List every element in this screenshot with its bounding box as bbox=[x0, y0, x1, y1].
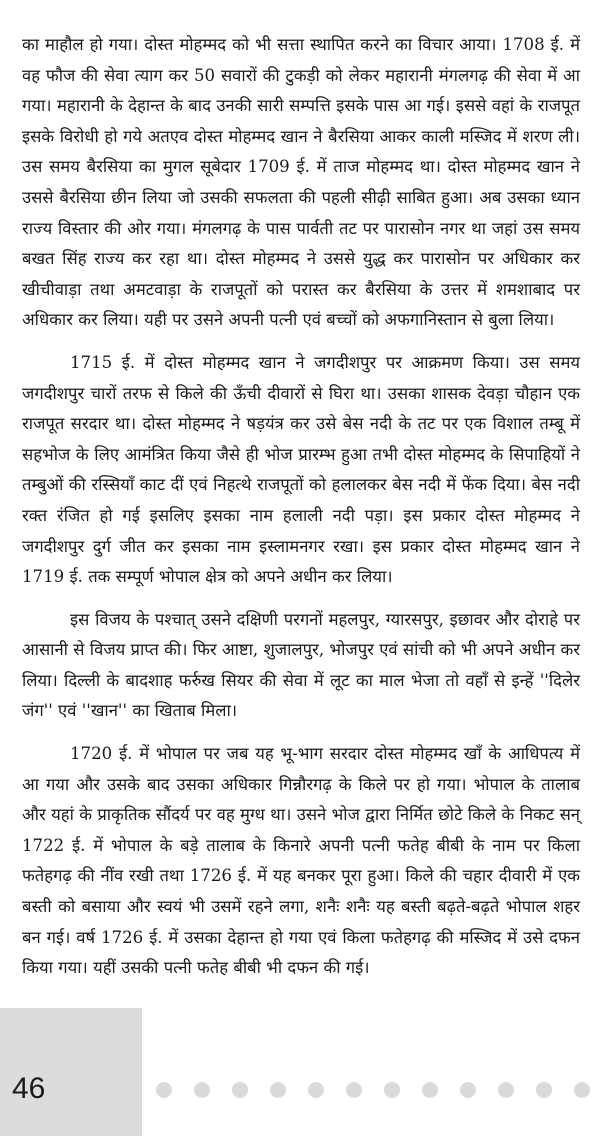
paragraph: इस विजय के पश्चात् उसने दक्षिणी परगनों महलपुर, ग्यारसपुर, इछावर और दोराहे पर आसानी से विजय प्राप्त की। फिर आष्टा, शुजालपुर, भोजपुर एवं सांची को भी अपने अधीन कर लिया। दिल्ली के बादशाह फर्रुख सियर की सेवा में लूट का माल भेजा तो वहाँ से इन्हें ''दिलेर जंग'' एवं ''खान'' का खिताब मिला। bbox=[22, 609, 580, 721]
paragraph: 1720 ई. में भोपाल पर जब यह भू-भाग सरदार दोस्त मोहम्मद खाँ के आधिपत्य में आ गया और उसके बाद उसका अधिकार गिन्नौरगढ़ के किले पर हो गया। भोपाल के तालाब और यहां के प्राकृतिक सौंदर्य पर वह मुग्ध था। उसने भोज द्वारा निर्मित छोटे किले के निकट सन् 1722 ई. में भोपाल के बड़े तालाब के किनारे अपनी पत्नी फतेह बीबी के नाम पर किला फतेहगढ़ की नींव रखी तथा 1726 ई. में यह बनकर पूरा हुआ। किले की चहार दीवारी में एक बस्ती को बसाया और स्वयं भी उसमें रहने लगा, शनैः शनैः यह बस्ती बढ़ते-बढ़ते भोपाल शहर बन गई। वर्ष 1726 ई. में उसका देहान्त हो गया एवं किला फतेहगढ़ की मस्जिद में उसे दफन किया गया। यहीं उसकी पत्नी फतेह बीबी भी दफन की गई। bbox=[22, 744, 580, 978]
decorative-dot bbox=[460, 1082, 476, 1098]
decorative-dot bbox=[422, 1082, 438, 1098]
decorative-dot bbox=[270, 1082, 286, 1098]
decorative-dot bbox=[346, 1082, 362, 1098]
page-body bbox=[22, 30, 580, 984]
paragraph: का माहौल हो गया। दोस्त मोहम्मद को भी सत्ता स्थापित करने का विचार आया। 1708 ई. में वह फौज की सेवा त्याग कर 50 सवारों की टुकड़ी को लेकर महारानी मंगलगढ़ की सेवा में आ गया। महारानी के देहान्त के बाद उनकी सारी सम्पत्ति इसके पास आ गई। इससे वहां के राजपूत इसके विरोधी हो गये अतएव दोस्त मोहम्मद खान ने बैरसिया आकर काली मस्जिद में शरण ली। उस समय बैरसिया का मुगल सूबेदार 1709 ई. में ताज मोहम्मद था। दोस्त मोहम्मद खान ने उससे बैरसिया छीन लिया जो उसकी सफलता की पहली सीढ़ी साबित हुआ। अब उसका ध्यान राज्य विस्तार की ओर गया। मंगलगढ़ के पास पार्वती तट पर पारासोन नगर था जहां उस समय बखत सिंह राज्य कर रहा था। दोस्त मोहम्मद ने उससे युद्ध कर पारासोन पर अधिकार कर खीचीवाड़ा तथा अमटवाड़ा के राजपूतों को परास्त कर बैरसिया के उत्तर में शमशाबाद पर अधिकार कर लिया। यही पर उसने अपनी पत्नी एवं बच्चों को अफगानिस्तान से बुला लिया। bbox=[22, 35, 580, 330]
decorative-dot bbox=[574, 1082, 590, 1098]
decorative-dot bbox=[308, 1082, 324, 1098]
page-number: 46 bbox=[12, 1072, 46, 1105]
decorative-dot bbox=[384, 1082, 400, 1098]
paragraph: 1715 ई. में दोस्त मोहम्मद खान ने जगदीशपुर पर आक्रमण किया। उस समय जगदीशपुर चारों तरफ से किले की ऊँची दीवारों से घिरा था। उसका शासक देवड़ा चौहान एक राजपूत सरदार था। दोस्त मोहम्मद ने षड़यंत्र कर उसे बेस नदी के तट पर एक विशाल तम्बू में सहभोज के लिए आमंत्रित किया जैसे ही भोज प्रारम्भ हुआ तभी दोस्त मोहम्मद के सिपाहियों ने तम्बुओं की रस्सियाँ काट दीं एवं निहत्थे राजपूतों को हलालकर बेस नदी में फेंक दिया। बेस नदी रक्त रंजित हो गई इसलिए इसका नाम हलाली नदी पड़ा। इस प्रकार दोस्त मोहम्मद ने जगदीशपुर दुर्ग जीत कर इसका नाम इस्लामनगर रखा। इस प्रकार दोस्त मोहम्मद खान ने 1719 ई. तक सम्पूर्ण भोपाल क्षेत्र को अपने अधीन कर लिया। bbox=[22, 352, 580, 587]
decorative-dot bbox=[232, 1082, 248, 1098]
decorative-dot bbox=[156, 1082, 172, 1098]
decorative-dot bbox=[536, 1082, 552, 1098]
decorative-dot bbox=[194, 1082, 210, 1098]
decorative-dot bbox=[498, 1082, 514, 1098]
decorative-dot-row bbox=[148, 1080, 600, 1100]
